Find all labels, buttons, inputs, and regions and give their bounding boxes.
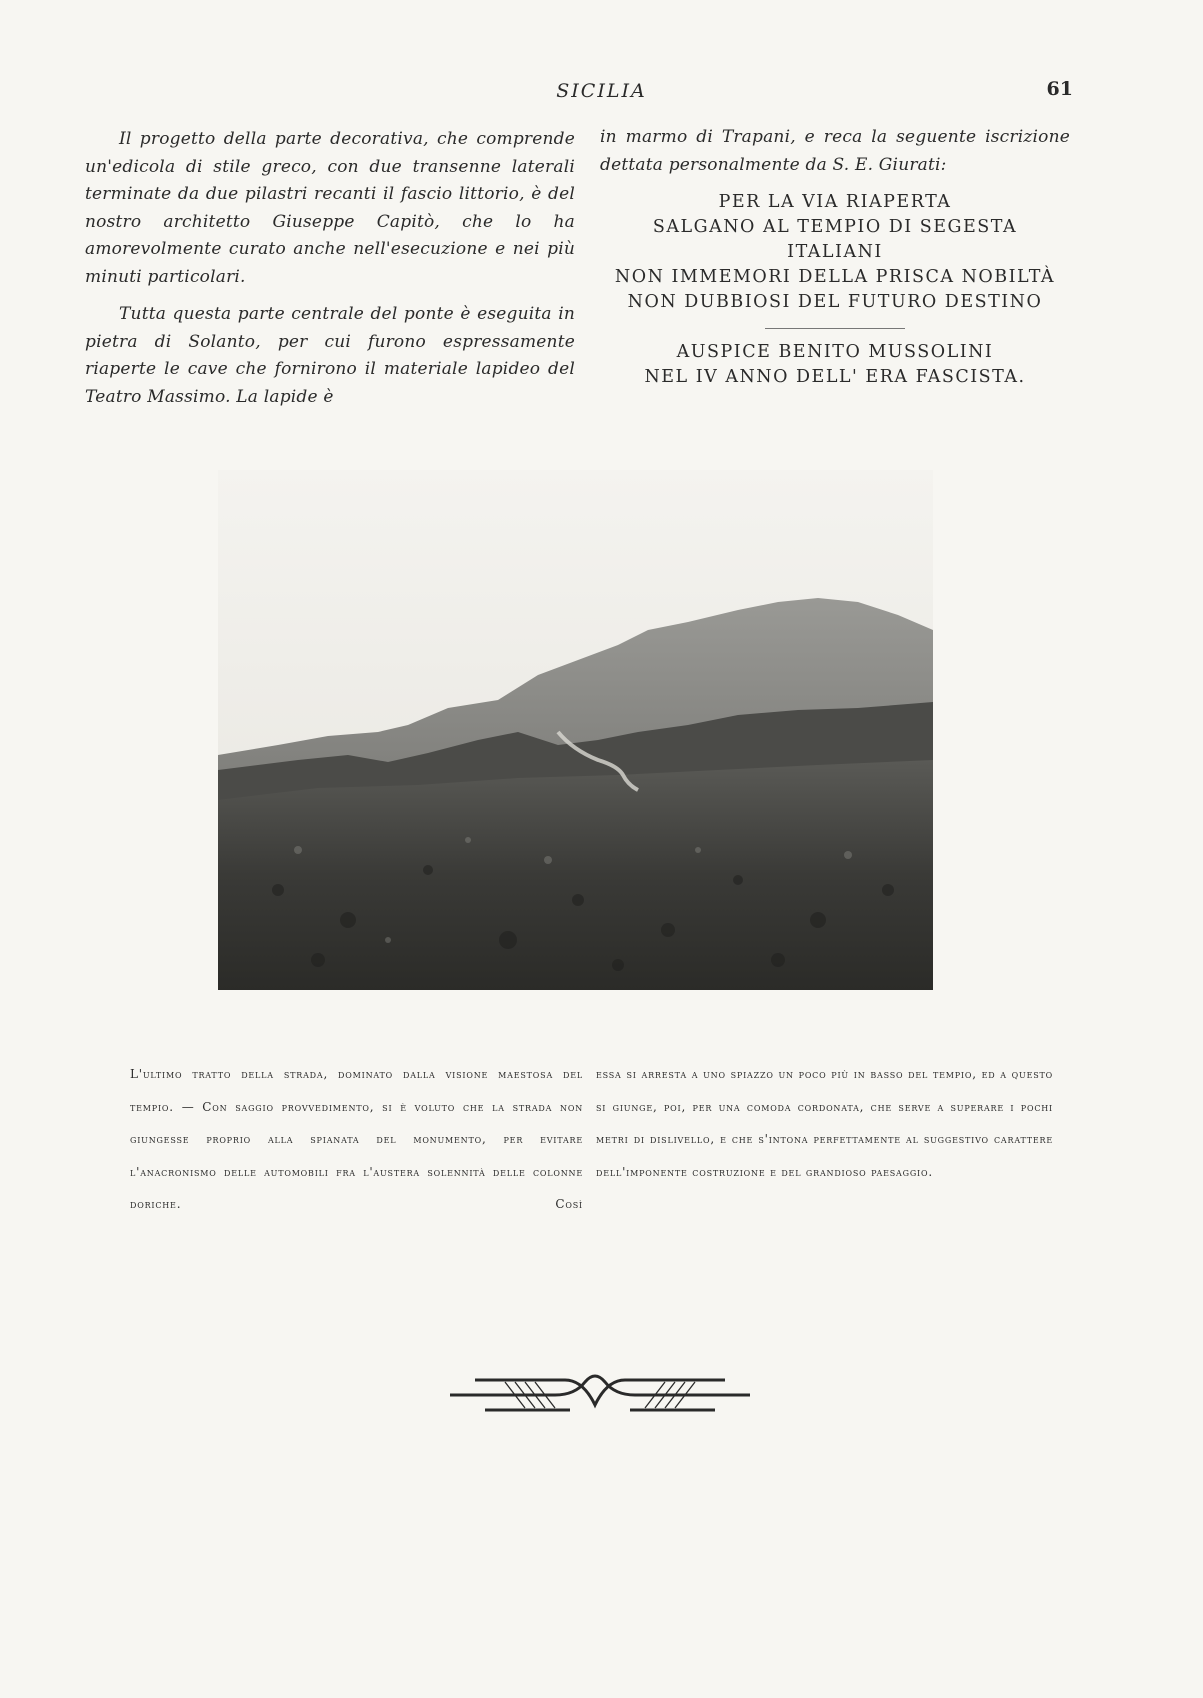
paragraph-solanto-stone: Tutta questa parte centrale del ponte è eseguita in pietra di Solanto, per cui furono espressamente riaperte le cave che fornirono il materiale lapideo del Teatro Massimo. La lapide è	[85, 304, 575, 407]
inscription-line: NON IMMEMORI DELLA PRISCA NOBILTÀ	[614, 267, 1056, 287]
inscription-line: AUSPICE BENITO MUSSOLINI	[676, 342, 994, 362]
inscription-divider	[765, 328, 905, 329]
caption-right-column: essa si arresta a uno spiazzo un poco più in basso del tempio, ed a questo si giunge, poi, per una comoda cordonata, che serve a superare i pochi metri di dislivello, e che s'intona perfettamente al suggestivo carattere dell'imponente costruzione e del grandioso paesaggio.	[596, 1067, 1053, 1179]
landscape-photo-image	[218, 470, 933, 990]
inscription-line: NON DUBBIOSI DEL FUTURO DESTINO	[627, 292, 1043, 312]
left-column-text	[85, 126, 575, 421]
inscription-line: SALGANO AL TEMPIO DI SEGESTA	[652, 217, 1018, 237]
landscape-photo	[218, 470, 933, 990]
inscription-line: ITALIANI	[787, 242, 883, 262]
caption-left-column: L'ultimo tratto della strada, dominato dalla visione maestosa del tempio. — Con saggio provvedimento, si è voluto che la strada non giungesse proprio alla spianata del monumento, per evitare l'anacronismo delle automobili fra l'austera solennità delle colonne doriche. Così	[130, 1067, 583, 1211]
inscription-line: PER LA VIA RIAPERTA	[718, 192, 952, 212]
inscription-block	[600, 190, 1070, 390]
inscription-line: NEL IV ANNO DELL' ERA FASCISTA.	[644, 367, 1026, 387]
right-column-intro: in marmo di Trapani, e reca la seguente iscrizione dettata personalmente da S. E. Giurati:	[600, 127, 1070, 175]
paragraph-decorative-project: Il progetto della parte decorativa, che comprende un'edicola di stile greco, con due transenne laterali terminate da due pilastri recanti il fascio littorio, è del nostro architetto Giuseppe Capitò, che lo ha amorevolmente curato anche nell'esecuzione e nei più minuti particolari.	[85, 129, 575, 287]
running-header-title: SICILIA	[556, 80, 647, 102]
decorative-ornament-icon	[445, 1360, 755, 1430]
page-number: 61	[1046, 78, 1073, 100]
